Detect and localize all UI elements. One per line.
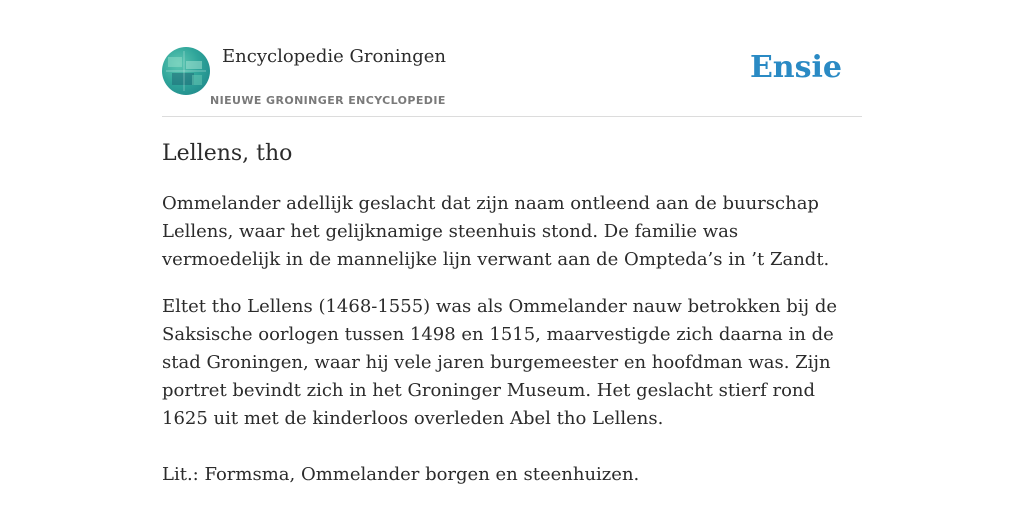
ensie-brand-link[interactable]: Ensie <box>749 50 842 85</box>
site-subtitle: NIEUWE GRONINGER ENCYCLOPEDIE <box>210 94 446 107</box>
site-title[interactable]: Encyclopedie Groningen <box>222 46 447 67</box>
article-title: Lellens, tho <box>162 141 293 166</box>
article <box>162 138 852 508</box>
site-logo-icon[interactable] <box>162 47 210 95</box>
article-literature: Lit.: Formsma, Ommelander borgen en steenhuizen. <box>162 464 640 485</box>
site-header <box>162 44 862 117</box>
article-paragraph: Ommelander adellijk geslacht dat zijn naam ontleend aan de buurschap Lellens, waar het gelijknamige steenhuis stond. De familie was vermoedelijk in de mannelijke lijn verwant aan de Ompteda’s in ’t Zandt. <box>162 193 830 270</box>
article-paragraph: Eltet tho Lellens (1468-1555) was als Ommelander nauw betrokken bij de Saksische oorlogen tussen 1498 en 1515, maarvestigde zich daarna in de stad Groningen, waar hij vele jaren burgemeester en hoofdman was. Zijn portret bevindt zich in het Groninger Museum. Het geslacht stierf rond 1625 uit met de kinderloos overleden Abel tho Lellens. <box>162 296 838 429</box>
